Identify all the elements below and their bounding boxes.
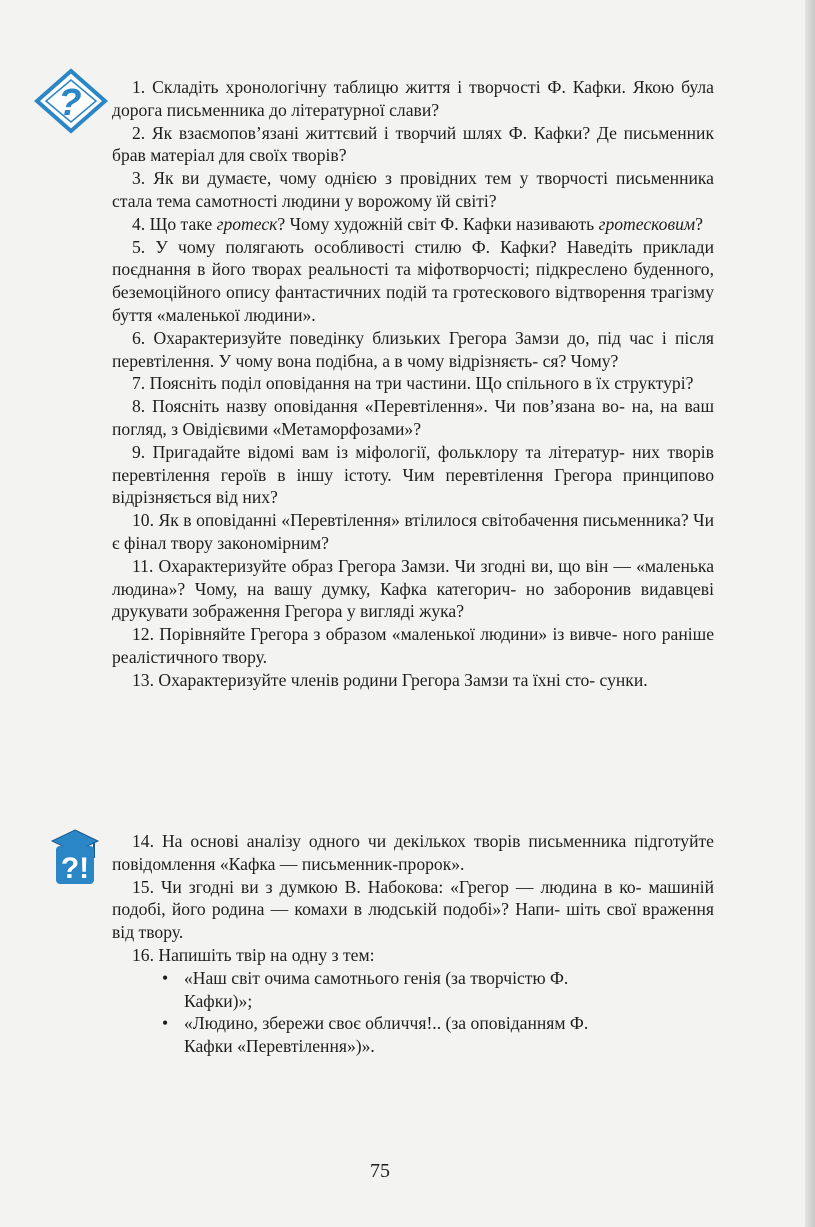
task-item: 16. Напишіть твір на одну з тем: [132, 944, 375, 965]
task-item: 14. На основі аналізу одного чи декількох творів письменника підготуйте повідомлення «Кафка — письменник-пророк». [112, 831, 714, 874]
book-spine-shadow [805, 0, 815, 1227]
question-item: 5. У чому полягають особливості стилю Ф. Кафки? Наведіть приклади поєднання в його творах реальності та міфотворчості; підкреслено буденного, беземоційного опису фантастичних подій та гротескового відтворення трагізму буття «маленької людини». [112, 236, 714, 325]
question-item: 10. Як в оповіданні «Перевтілення» втілилося світобачення письменника? Чи є фінал твору закономірним? [112, 510, 714, 553]
question-item: 8. Поясніть назву оповідання «Перевтілення». Чи пов’язана во- на, на ваш погляд, з Овідієвими «Метаморфозами»? [112, 396, 714, 439]
task-item: 15. Чи згодні ви з думкою В. Набокова: «Грегор — людина в ко- машиній подобі, його родина — комахи в людській подобі»? Напи- шіть свої враження від твору. [112, 876, 714, 943]
tasks-list [112, 830, 714, 1058]
question-item: 7. Поясніть поділ оповідання на три частини. Що спільного в їх структурі? [132, 373, 694, 394]
question-item: 2. Як взаємопов’язані життєвий і творчий шлях Ф. Кафки? Де письменник брав матеріал для своїх творів? [112, 122, 715, 166]
svg-text:?!: ?! [60, 852, 90, 885]
svg-text:?: ? [58, 82, 82, 124]
question-item: 4. Що таке гротеск? Чому художній світ Ф. Кафки називають гротесковим? [132, 213, 703, 234]
topic-item: • «Наш світ очима самотнього генія (за творчістю Ф. Кафки)»; [162, 967, 569, 1011]
question-item: 6. Охарактеризуйте поведінку близьких Грегора Замзи до, під час і після перевтілення. У чому вона подібна, а в чому відрізняєть- ся? Чому? [112, 327, 714, 371]
question-item: 13. Охарактеризуйте членів родини Грегора Замзи та їхні сто- сунки. [132, 669, 648, 690]
questions-list [112, 76, 714, 692]
question-diamond-icon [34, 68, 108, 139]
question-item: 9. Пригадайте відомі вам із міфології, фольклору та літератур- них творів перевтілення героїв в іншу істоту. Чим перевтілення Грегора принципово відрізняється від них? [112, 441, 714, 508]
topic-item: • «Людино, збережи своє обличчя!.. (за оповіданням Ф. Кафки «Перевтілення»)». [162, 1013, 589, 1057]
question-item: 12. Порівняйте Грегора з образом «маленької людини» із вивче- ного раніше реалістичного твору. [112, 624, 715, 667]
page-number: 75 [370, 1160, 390, 1182]
question-item: 3. Як ви думаєте, чому однією з провідних тем у творчості письменника стала тема самотності людини у ворожому їй світі? [112, 168, 714, 211]
question-item: 11. Охарактеризуйте образ Грегора Замзи. Чи згодні ви, що він — «маленька людина»? Чому, на вашу думку, Кафка категорич- но заборонив видавцеві друкувати зображення Грегора у вигляді жука? [112, 555, 714, 622]
graduation-cap-question-icon [50, 828, 100, 891]
question-item: 1. Складіть хронологічну таблицю життя і творчості Ф. Кафки. Якою була дорога письменника до літературної слави? [112, 77, 714, 120]
